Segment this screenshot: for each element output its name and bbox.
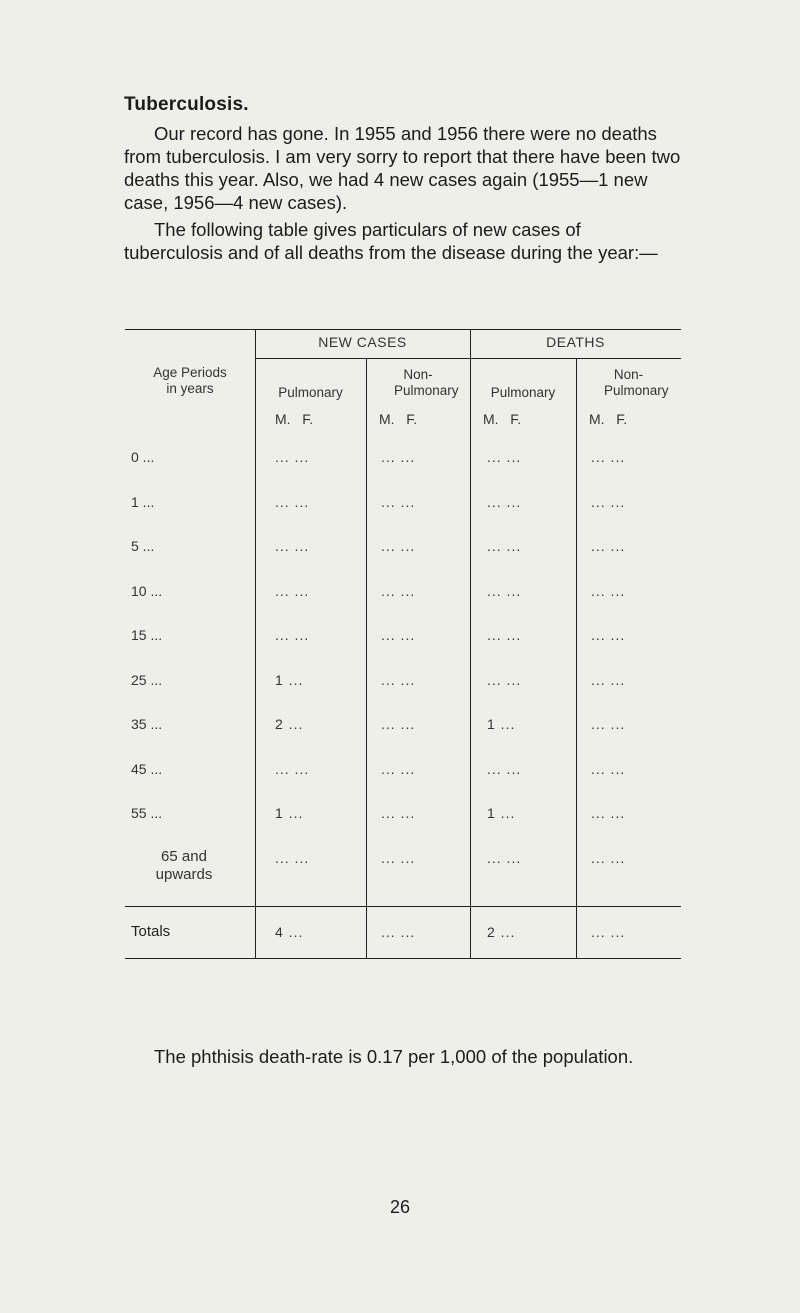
age-period-cell: 1 ... — [131, 493, 155, 510]
table-cell: ... ... — [381, 760, 416, 777]
table-cell: ... ... — [381, 671, 416, 688]
table-cell: ... ... — [591, 627, 626, 643]
table-cell: ... ... — [381, 805, 416, 821]
header-new-cases: NEW CASES — [318, 334, 407, 350]
table-cell: 1 ... — [487, 716, 516, 732]
age-period-cell: 55 ... — [131, 805, 163, 821]
age-period-cell: 10 ... — [131, 582, 163, 599]
table-cell: ... ... — [591, 849, 626, 866]
paragraph-table-intro: The following table gives particulars of new cases of tuberculosis and of all deaths from the disease during the year:— — [124, 219, 658, 263]
page-number: 26 — [389, 1197, 411, 1217]
totals-deaths-non-pulmonary: ... ... — [591, 924, 626, 940]
table-cell: ... ... — [381, 627, 416, 643]
age-period-cell: 35 ... — [131, 716, 163, 732]
sex-header: M. F. — [275, 411, 314, 427]
table-cell: ... ... — [591, 582, 626, 599]
table-cell: ... ... — [591, 538, 626, 554]
header-deaths: DEATHS — [546, 334, 605, 350]
section-heading: Tuberculosis. — [124, 94, 249, 115]
header-new-pulmonary: Pulmonary — [278, 385, 343, 400]
header-age-periods: Age Periods in years — [153, 365, 227, 396]
totals-new-pulmonary: 4 ... — [275, 924, 304, 940]
header-new-non-pulmonary: Non-Pulmonary — [394, 367, 459, 398]
table-cell: ... ... — [591, 449, 626, 465]
table-cell: ... ... — [487, 627, 522, 643]
age-period-cell: 25 ... — [131, 671, 163, 688]
table-cell: ... ... — [275, 760, 310, 777]
sex-header: M. F. — [589, 411, 628, 427]
totals-label: Totals — [131, 923, 171, 940]
table-cell: ... ... — [591, 671, 626, 688]
table-cell: ... ... — [381, 582, 416, 599]
table-cell: ... ... — [381, 716, 416, 732]
age-period-cell: 15 ... — [131, 627, 163, 643]
table-cell: ... ... — [381, 849, 416, 866]
table-cell: ... ... — [487, 449, 522, 465]
table-cell: ... ... — [487, 760, 522, 777]
table-cell: ... ... — [275, 582, 310, 599]
table-cell: 1 ... — [275, 671, 304, 688]
table-cell: ... ... — [275, 449, 310, 465]
table-cell: 1 ... — [487, 805, 516, 821]
paragraph-death-rate: The phthisis death-rate is 0.17 per 1,000 of the population. — [154, 1046, 634, 1067]
table-cell: 2 ... — [275, 716, 304, 732]
table-cell: ... ... — [381, 538, 416, 554]
age-period-cell: 0 ... — [131, 449, 155, 465]
table-cell: ... ... — [591, 760, 626, 777]
table-cell: ... ... — [275, 493, 310, 510]
header-deaths-non-pulmonary: Non-Pulmonary — [604, 367, 669, 398]
table-cell: ... ... — [275, 627, 310, 643]
totals-deaths-pulmonary: 2 ... — [487, 924, 516, 940]
table-cell: ... ... — [487, 538, 522, 554]
age-period-cell: 5 ... — [131, 538, 155, 554]
paragraph-intro: Our record has gone. In 1955 and 1956 there were no deaths from tuberculosis. I am very sorry to report that there have been two deaths this year. Also, we had 4 new cases again (1955—1 new case, 1956—4 new cases). — [124, 123, 681, 213]
table-cell: ... ... — [591, 805, 626, 821]
table-cell: ... ... — [487, 493, 522, 510]
sex-header: M. F. — [483, 411, 522, 427]
table-cell: ... ... — [591, 493, 626, 510]
table-cell: ... ... — [487, 849, 522, 866]
table-cell: ... ... — [381, 449, 416, 465]
header-deaths-pulmonary: Pulmonary — [490, 385, 556, 400]
age-period-cell: 65 and upwards — [155, 847, 213, 883]
tuberculosis-table — [125, 329, 681, 959]
table-cell: ... ... — [591, 716, 626, 732]
table-cell: ... ... — [381, 493, 416, 510]
table-cell: ... ... — [487, 671, 522, 688]
table-cell: 1 ... — [275, 805, 304, 821]
totals-new-non-pulmonary: ... ... — [381, 924, 416, 940]
table-cell: ... ... — [275, 538, 310, 554]
table-cell: ... ... — [275, 849, 310, 866]
age-period-cell: 45 ... — [131, 760, 163, 777]
sex-header: M. F. — [379, 411, 418, 427]
table-cell: ... ... — [487, 582, 522, 599]
